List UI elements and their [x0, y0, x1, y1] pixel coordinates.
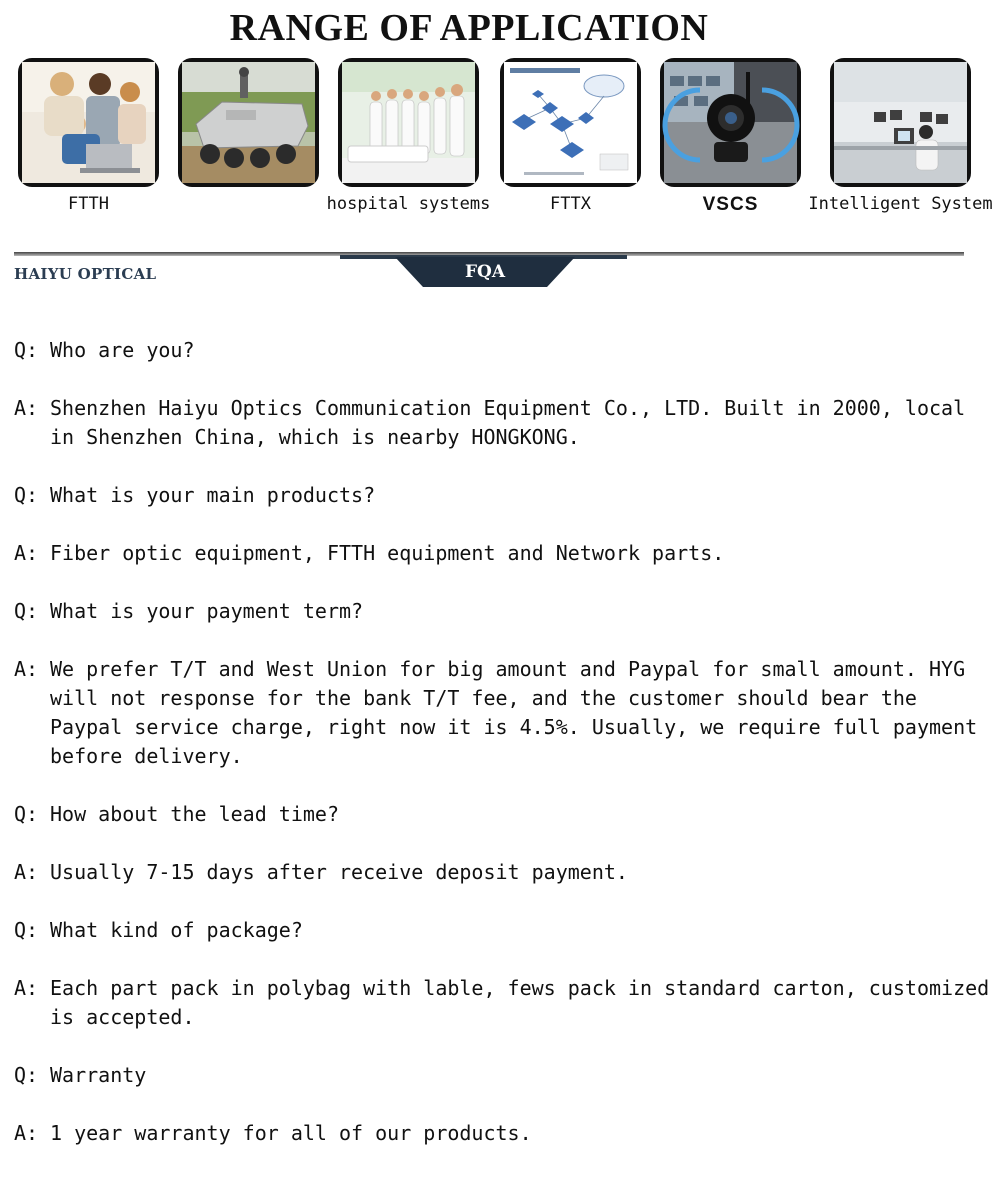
ip-camera-photo — [660, 58, 801, 187]
faq-question: Q: What kind of package? — [14, 918, 303, 942]
application-tile-intelligent — [808, 58, 993, 214]
faq-answer: A: 1 year warranty for all of our products. — [14, 1121, 532, 1145]
faq-question: Q: What is your payment term? — [14, 599, 364, 623]
application-tile-robot — [178, 58, 319, 187]
application-caption: hospital systems — [326, 194, 491, 214]
faq-answer: A: Each part pack in polybag with lable, fews pack in standard carton, customized is accepted. — [14, 976, 1001, 1029]
application-caption: FTTX — [550, 194, 591, 214]
faq-question: Q: What is your main products? — [14, 483, 376, 507]
family-laptop-photo — [18, 58, 159, 187]
faq-answer: A: Usually 7-15 days after receive deposit payment. — [14, 860, 628, 884]
faq-question: Q: Warranty — [14, 1063, 147, 1087]
page-title: RANGE OF APPLICATION — [229, 7, 709, 49]
application-caption: VSCS — [702, 194, 759, 215]
faq-question: Q: Who are you? — [14, 338, 195, 362]
application-caption: FTTH — [68, 194, 109, 214]
hospital-nurses-photo — [338, 58, 479, 187]
network-diagram-image — [500, 58, 641, 187]
computer-room-photo — [830, 58, 971, 187]
application-caption: Intelligent System — [808, 194, 993, 214]
faq-list — [14, 336, 1001, 1177]
section-tab-label: FQA — [464, 262, 506, 282]
application-tile-hospital — [326, 58, 491, 214]
brand-label: HAIYU OPTICAL — [14, 265, 157, 283]
robot-vehicle-photo — [178, 58, 319, 187]
faq-answer: A: Shenzhen Haiyu Optics Communication Equipment Co., LTD. Built in 2000, local in Shenzhen China, which is nearby HONGKONG. — [14, 396, 978, 449]
faq-question: Q: How about the lead time? — [14, 802, 339, 826]
faq-answer: A: We prefer T/T and West Union for big amount and Paypal for small amount. HYG will not response for the bank T/T fee, and the customer should bear the Paypal service charge, right now it is 4.5%. Usually, we require full payment before delivery. — [14, 657, 990, 768]
application-tile-ftth — [18, 58, 159, 214]
application-tile-fttx — [500, 58, 641, 214]
faq-answer: A: Fiber optic equipment, FTTH equipment and Network parts. — [14, 541, 725, 565]
application-tile-vscs — [660, 58, 801, 215]
